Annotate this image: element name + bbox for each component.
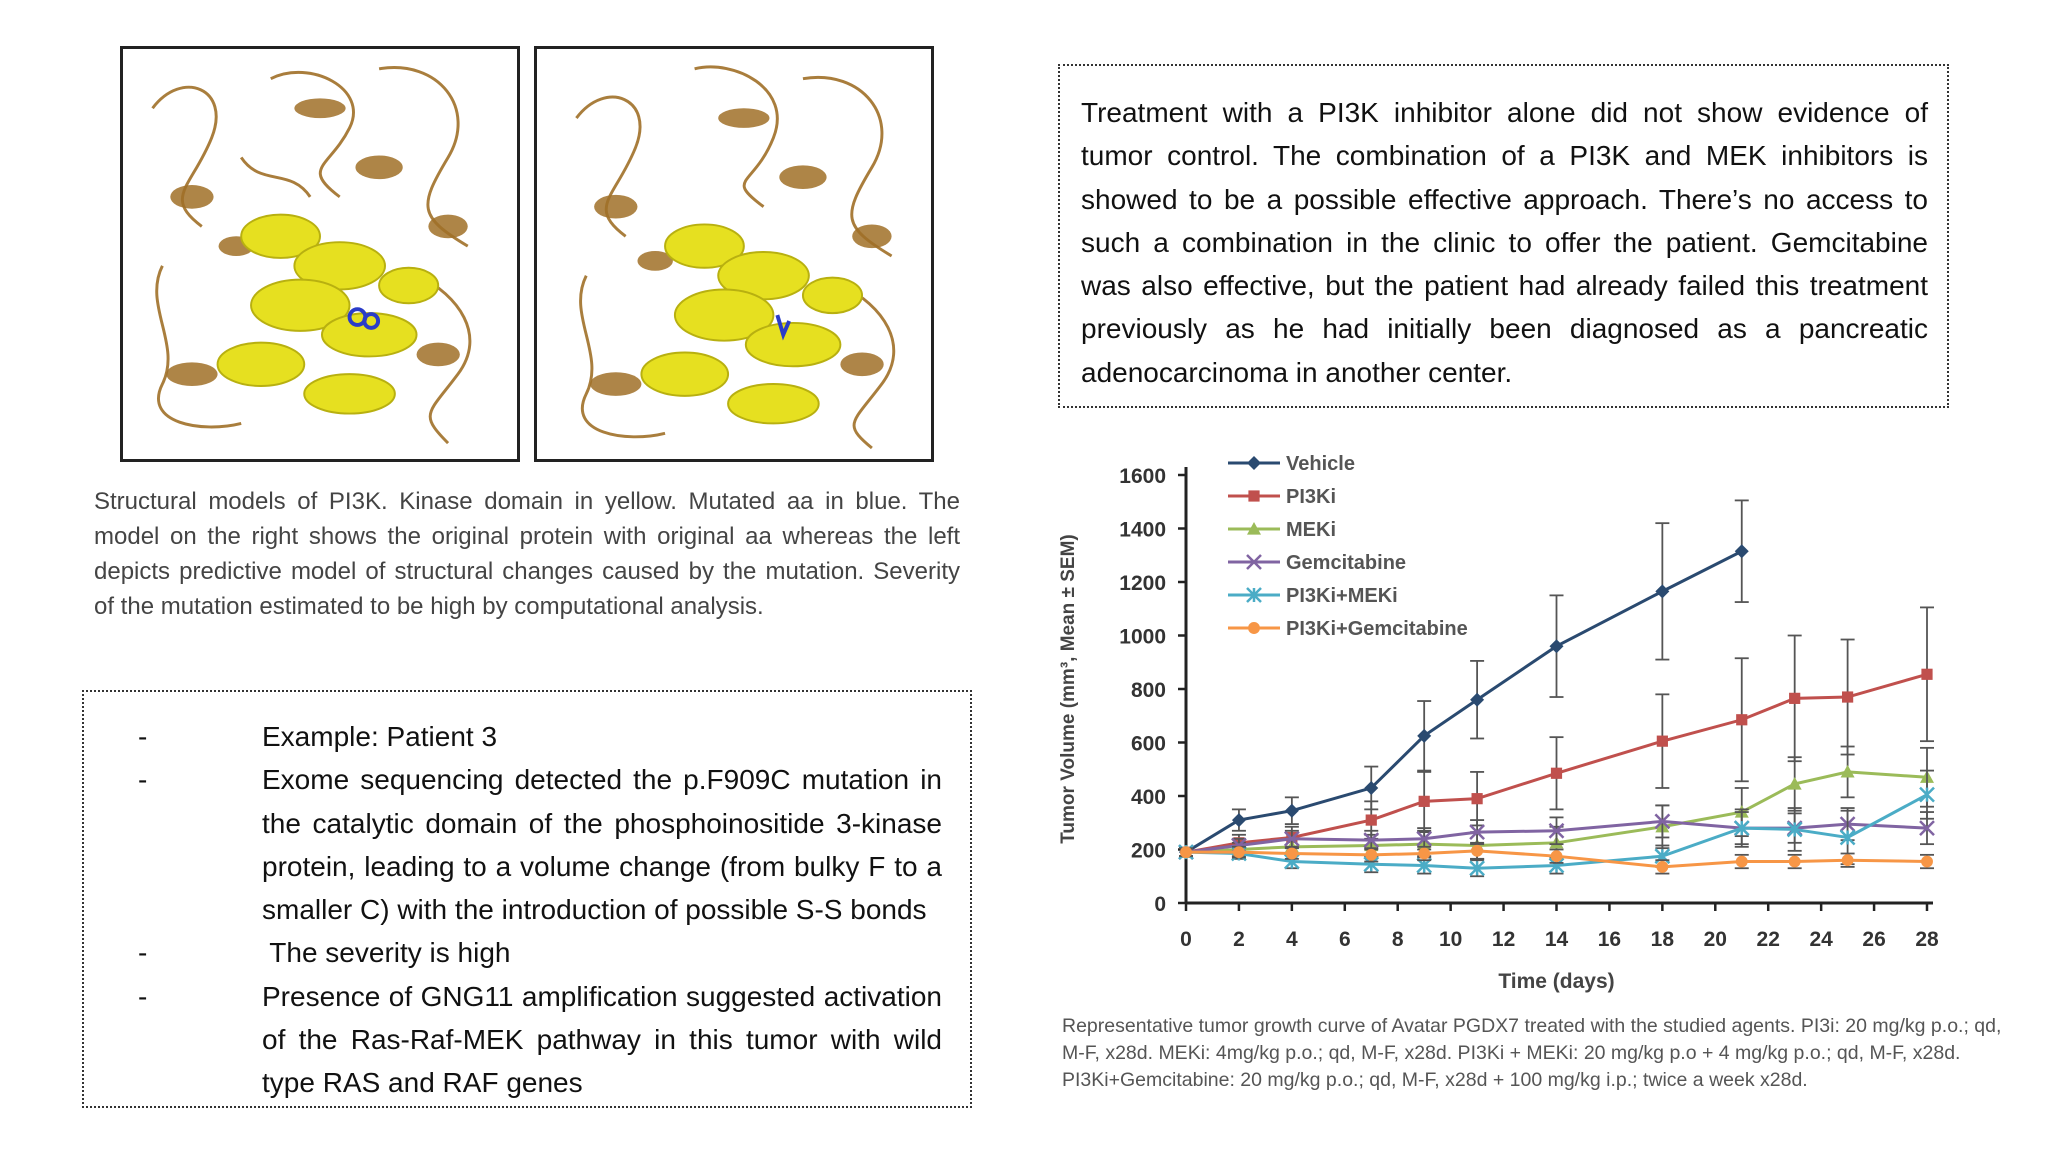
x-tick-label: 0 [1180, 928, 1192, 951]
x-tick-label: 18 [1650, 928, 1675, 951]
y-axis-label: Tumor Volume (mm³, Mean ± SEM) [1058, 534, 1079, 844]
data-point [1286, 848, 1298, 860]
x-tick-label: 10 [1438, 928, 1463, 951]
protein-ribbon-drawing [123, 49, 517, 459]
x-tick-label: 28 [1915, 928, 1939, 951]
protein-ribbon-drawing [537, 49, 931, 459]
y-tick-label: 1200 [1119, 572, 1166, 595]
y-tick-label: 200 [1130, 839, 1166, 863]
list-item [138, 931, 942, 974]
y-tick-label: 1400 [1119, 518, 1166, 542]
list-item [138, 758, 942, 931]
data-point [1551, 850, 1563, 862]
list-item-text: Example: Patient 3 [262, 721, 498, 752]
x-tick-label: 4 [1286, 928, 1298, 951]
list-dash: - [138, 764, 148, 796]
data-point [1736, 714, 1747, 725]
list-item-text: Presence of GNG11 amplification suggested activation of the Ras-Raf-MEK pathway in this tumor with wild type RAS and RAF genes [262, 980, 942, 1099]
legend-label: PI3Ki+MEKi [1286, 585, 1398, 607]
data-point [1285, 804, 1299, 818]
x-axis-label: Time (days) [1498, 970, 1615, 993]
protein-model-mutant-image [120, 46, 520, 462]
data-point [1366, 814, 1377, 825]
legend-label: MEKi [1286, 519, 1336, 541]
x-tick-label: 26 [1862, 928, 1886, 951]
data-point [1789, 856, 1801, 868]
patient-example-list [138, 715, 942, 1105]
list-dash: - [138, 937, 148, 969]
protein-model-original-image [534, 46, 934, 462]
treatment-summary-text: Treatment with a PI3K inhibitor alone did not show evidence of tumor control. The combination of a PI3K and MEK inhibitors is showed to be a possible effective approach. There’s no access to such a combination in the clinic to offer the patient. Gemcitabine was also effective, but the patient had already failed this treatment previously as he had initially been diagnosed as a pancreatic adenocarcinoma in another center. [1081, 97, 1928, 388]
list-item-text: The severity is high [262, 937, 511, 969]
x-tick-label: 12 [1491, 928, 1516, 951]
data-point [1735, 544, 1749, 558]
x-tick-label: 20 [1703, 928, 1727, 951]
legend-marker [1248, 622, 1260, 634]
x-tick-label: 2 [1233, 928, 1245, 951]
data-point [1232, 813, 1246, 827]
y-tick-label: 600 [1130, 732, 1166, 756]
x-tick-label: 24 [1809, 928, 1833, 951]
x-tick-label: 6 [1338, 928, 1351, 951]
x-tick-label: 22 [1756, 928, 1780, 951]
tumor-growth-chart [1040, 440, 2040, 1010]
list-dash: - [138, 721, 148, 752]
chart-caption: Representative tumor growth curve of Avatar PGDX7 treated with the studied agents. PI3i: 20 mg/kg p.o.; qd, M-F, x28d. MEKi: 4mg/kg p.o.; qd, M-F, x28d. PI3Ki + MEKi: 20 mg/kg p.o + 4 mg/kg p.o.; qd, M-F, x28d. PI3Ki+Gemcitabine: 20 mg/kg p.o.; qd, M-F, x28d + 100 mg/kg i.p.; twice a week x28d. [1062, 1015, 2002, 1091]
data-point [1180, 846, 1192, 858]
legend-label: PI3Ki+Gemcitabine [1286, 618, 1468, 640]
data-point [1921, 856, 1933, 868]
legend-marker [1248, 490, 1259, 501]
list-item [138, 975, 942, 1105]
x-tick-label: 8 [1391, 928, 1404, 951]
data-point [1419, 796, 1430, 807]
data-point [1418, 848, 1430, 860]
data-point [1736, 856, 1748, 868]
data-point [1789, 693, 1800, 704]
legend-marker [1247, 456, 1261, 470]
y-tick-label: 1000 [1119, 625, 1166, 649]
data-point [1365, 849, 1377, 861]
data-point [1842, 854, 1854, 866]
data-point [1472, 793, 1483, 804]
data-point [1920, 788, 1934, 802]
y-tick-label: 1600 [1119, 465, 1166, 488]
data-point [1233, 846, 1245, 858]
x-tick-label: 16 [1597, 928, 1622, 951]
patient-example-box [82, 690, 972, 1108]
list-item-text: Exome sequencing detected the p.F909C mutation in the catalytic domain of the phosphoinositide 3-kinase protein, leading to a volume change (from bulky F to a smaller C) with the introduction of possible S-S bonds [262, 764, 942, 926]
data-point [1842, 691, 1853, 702]
data-point [1656, 861, 1668, 873]
list-item [138, 715, 942, 758]
treatment-summary-box [1058, 64, 1949, 408]
data-point [1655, 584, 1669, 598]
protein-model-caption: Structural models of PI3K. Kinase domain in yellow. Mutated aa in blue. The model on the right shows the original protein with original aa whereas the left depicts predictive model of structural changes caused by the mutation. Severity of the mutation estimated to be high by computational analysis. [94, 488, 960, 620]
data-point [1657, 736, 1668, 747]
data-point [1551, 768, 1562, 779]
y-tick-label: 400 [1130, 786, 1166, 809]
list-dash: - [138, 980, 148, 1012]
y-tick-label: 0 [1154, 893, 1166, 916]
legend-label: PI3Ki [1286, 486, 1337, 508]
y-tick-label: 800 [1130, 679, 1166, 702]
x-tick-label: 14 [1544, 928, 1569, 951]
legend-label: Vehicle [1286, 453, 1355, 475]
data-point [1921, 669, 1932, 680]
data-point [1471, 845, 1483, 857]
legend-label: Gemcitabine [1286, 552, 1407, 574]
